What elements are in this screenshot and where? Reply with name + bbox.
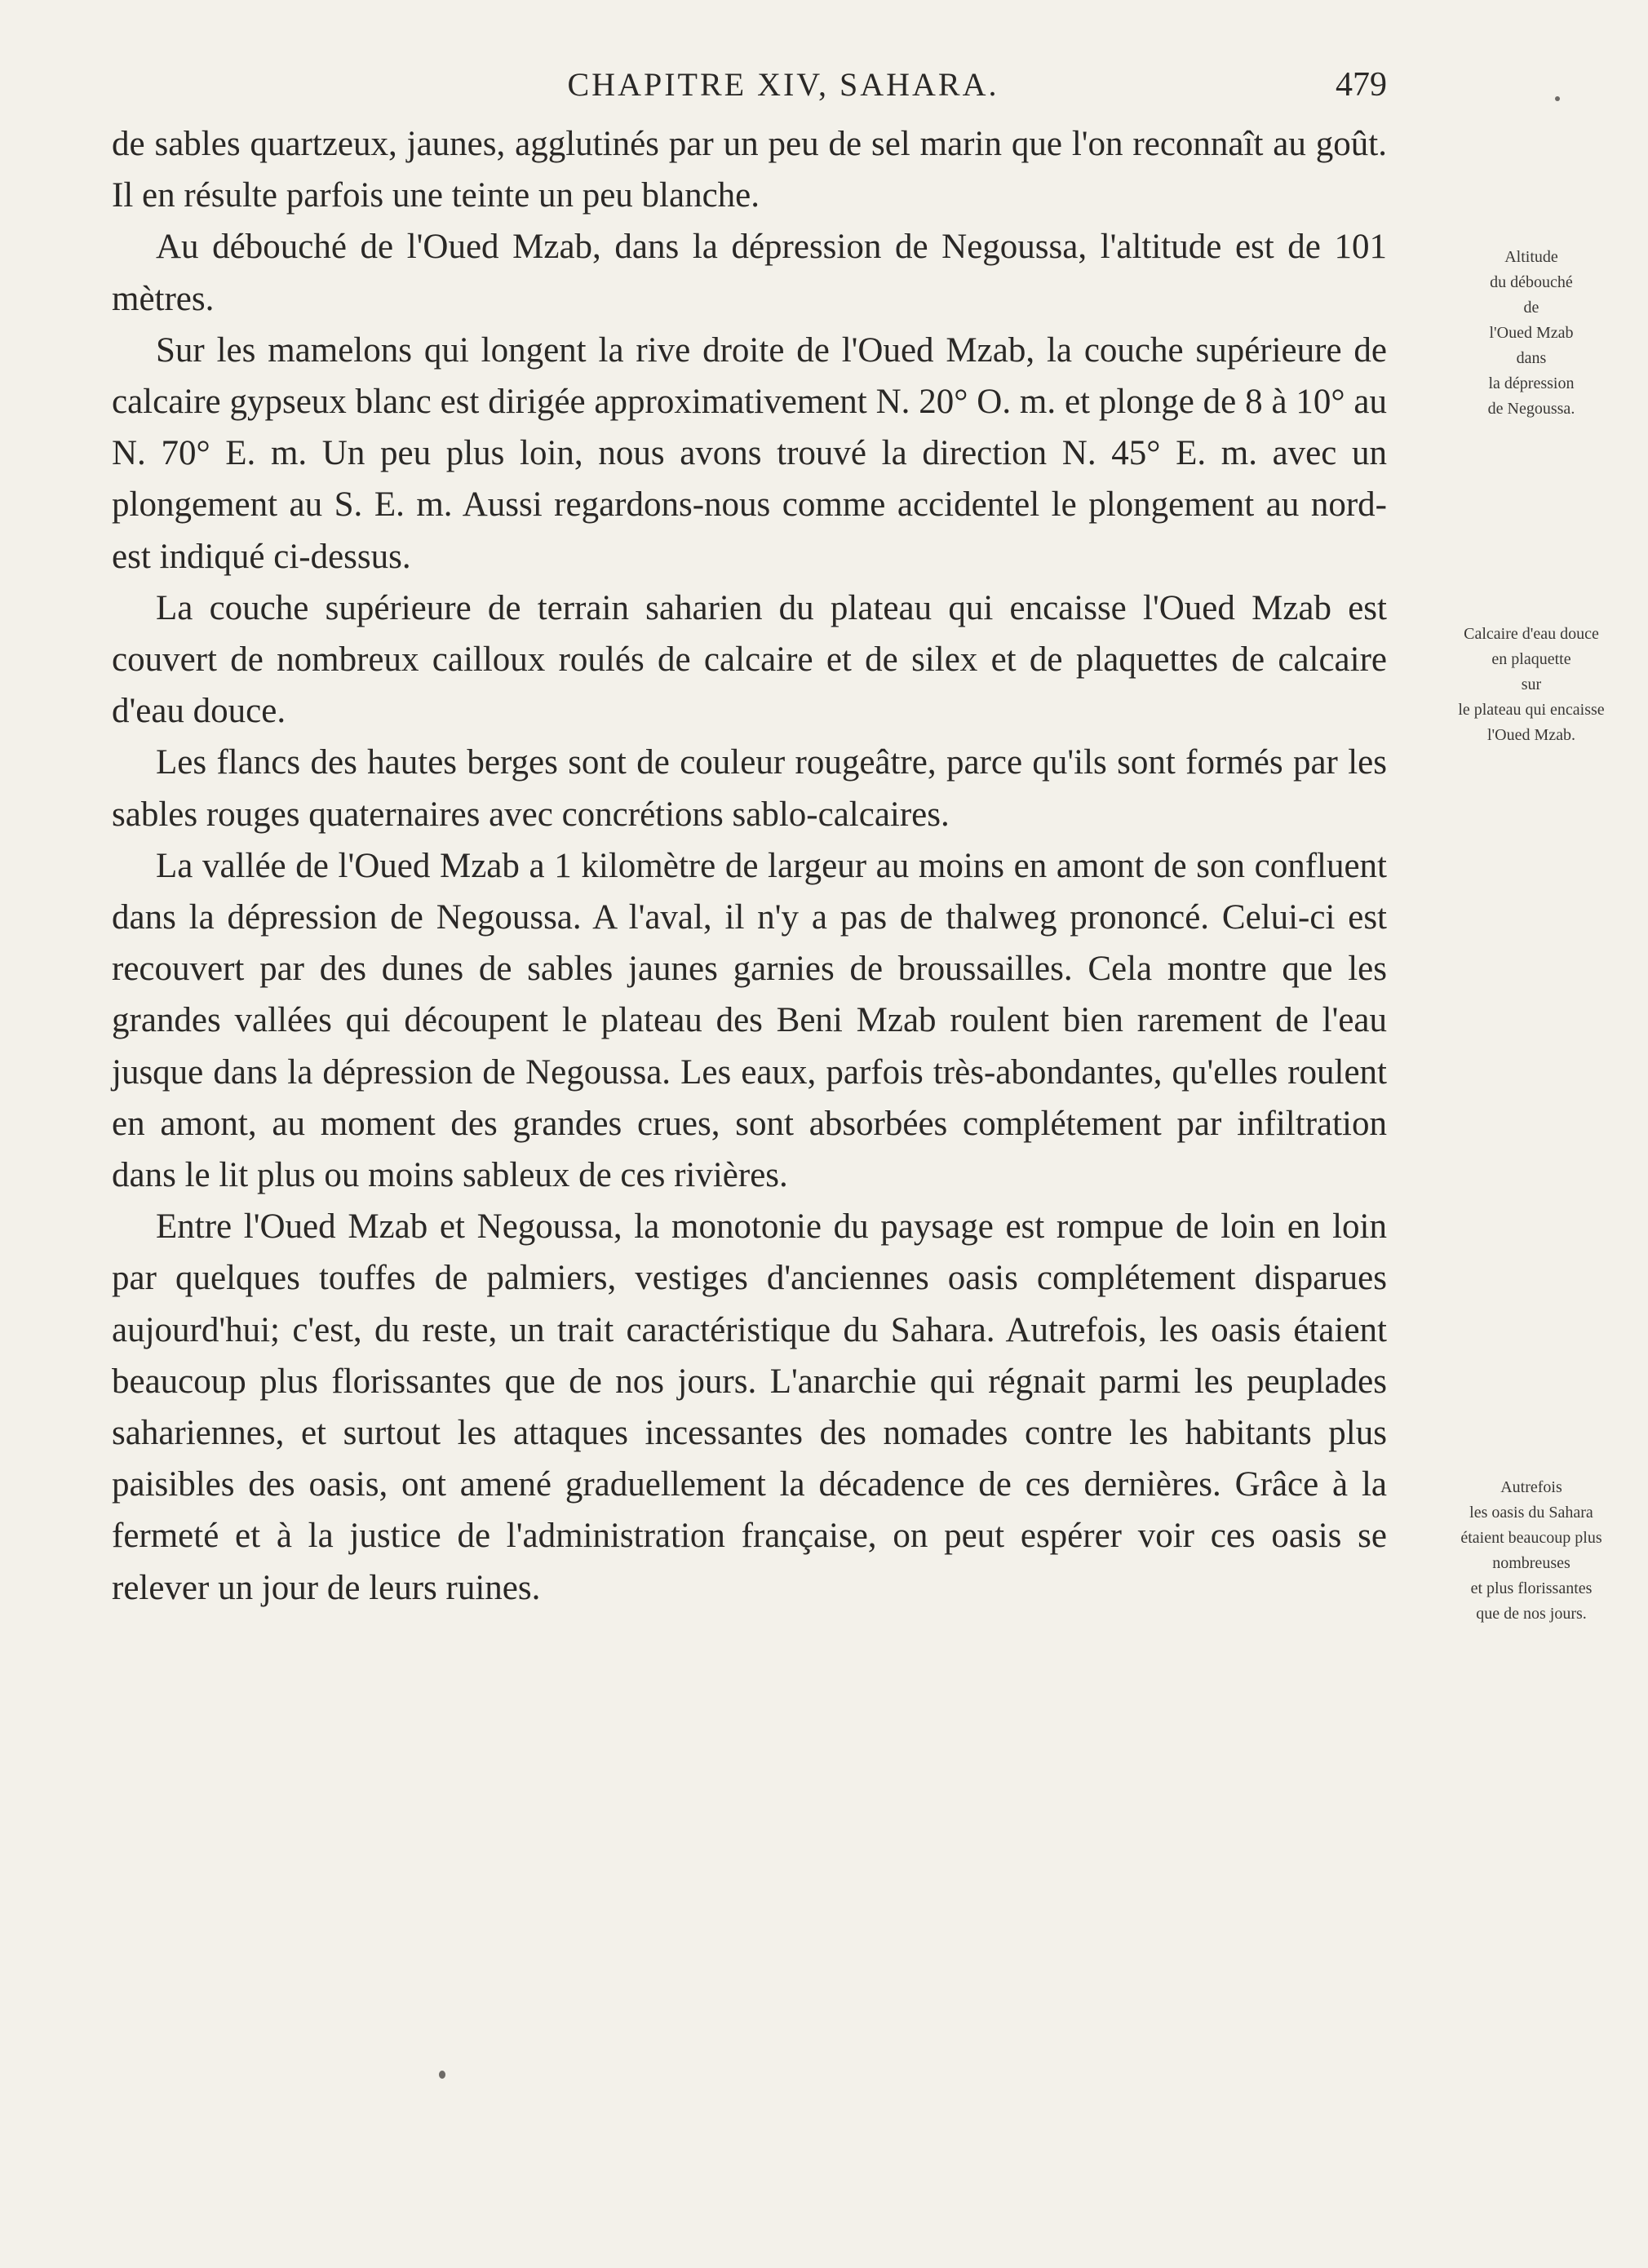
note-line: nombreuses xyxy=(1492,1554,1570,1572)
note-line: et plus florissantes xyxy=(1470,1579,1593,1597)
note-line: la dépression xyxy=(1488,374,1575,392)
ink-speck xyxy=(1555,96,1560,101)
paragraph: de sables quartzeux, jaunes, agglutinés par un peu de sel marin que l'on reconnaît au goût. Il en résulte parfois une teinte un peu blanche. xyxy=(112,125,1387,215)
note-line: dans xyxy=(1516,349,1547,367)
running-header xyxy=(114,60,1387,109)
note-line: Calcaire d'eau douce xyxy=(1464,625,1599,643)
note-line: sur xyxy=(1521,676,1542,693)
chapter-title: CHAPITRE XIV, SAHARA. xyxy=(567,66,999,103)
note-line: de Negoussa. xyxy=(1487,400,1575,418)
note-line: du débouché xyxy=(1490,273,1573,291)
ink-speck xyxy=(439,2071,445,2079)
note-line: Autrefois xyxy=(1500,1478,1562,1496)
paragraph: Sur les mamelons qui longent la rive droite de l'Oued Mzab, la couche supérieure de calcaire gypseux blanc est dirigée approximativement N. 20° O. m. et plonge de 8 à 10° au N. 70° E. m. Un peu plus loin, nous avons trouvé la direction N. 45° E. m. avec un plongement au S. E. m. Aussi regardons-nous comme accidentel le plongement au nord-est indiqué ci-dessus. xyxy=(112,330,1387,576)
note-line: l'Oued Mzab. xyxy=(1486,726,1576,744)
paragraph: La couche supérieure de terrain saharien du plateau qui encaisse l'Oued Mzab est couvert de nombreux cailloux roulés de calcaire et de silex et de plaquettes de calcaire d'eau douce. xyxy=(112,588,1387,731)
paragraph: La vallée de l'Oued Mzab a 1 kilomètre de largeur au moins en amont de son confluent dans la dépression de Negoussa. A l'aval, il n'y a pas de thalweg prononcé. Celui-ci est recouvert par des dunes de sables jaunes garnies de broussailles. Cela montre que les grandes vallées qui découpent le plateau des Beni Mzab roulent bien rarement de l'eau jusque dans la dépression de Negoussa. Les eaux, parfois très-abondantes, qu'elles roulent en amont, au moment des grandes crues, sont absorbées complétement par infiltration dans le lit plus ou moins sableux de ces rivières. xyxy=(112,846,1387,1195)
note-line: Altitude xyxy=(1504,248,1558,266)
paragraph: Les flancs des hautes berges sont de couleur rougeâtre, parce qu'ils sont formés par les sables rouges quaternaires avec concrétions sablo-calcaires. xyxy=(112,743,1387,834)
note-line: l'Oued Mzab xyxy=(1489,324,1574,342)
note-line: de xyxy=(1523,299,1539,317)
note-line: en plaquette xyxy=(1491,650,1571,668)
paragraph: Au débouché de l'Oued Mzab, dans la dépression de Negoussa, l'altitude est de 101 mètres. xyxy=(112,228,1387,318)
page-number: 479 xyxy=(1336,66,1387,104)
note-line: le plateau qui encaisse xyxy=(1458,701,1605,719)
paragraph: Entre l'Oued Mzab et Negoussa, la monotonie du paysage est rompue de loin en loin par quelques touffes de palmiers, vestiges d'anciennes oasis complétement disparues aujourd'hui; c'est, du reste, un trait caractéristique du Sahara. Autrefois, les oasis étaient beaucoup plus florissantes que de nos jours. L'anarchie qui régnait parmi les peuplades sahariennes, et surtout les attaques incessantes des nomades contre les habitants plus paisibles des oasis, ont amené graduellement la décadence de ces dernières. Grâce à la fermeté et à la justice de l'administration française, on peut espérer voir ces oasis se relever un jour de leurs ruines. xyxy=(112,1207,1387,1607)
margin-note-autrefois xyxy=(1429,1475,1633,1627)
note-line: les oasis du Sahara xyxy=(1469,1504,1593,1522)
note-line: que de nos jours. xyxy=(1476,1605,1587,1623)
margin-note-calcaire xyxy=(1429,622,1633,748)
main-text xyxy=(112,118,1387,1614)
margin-note-altitude xyxy=(1429,245,1633,422)
note-line: étaient beaucoup plus xyxy=(1460,1529,1602,1547)
